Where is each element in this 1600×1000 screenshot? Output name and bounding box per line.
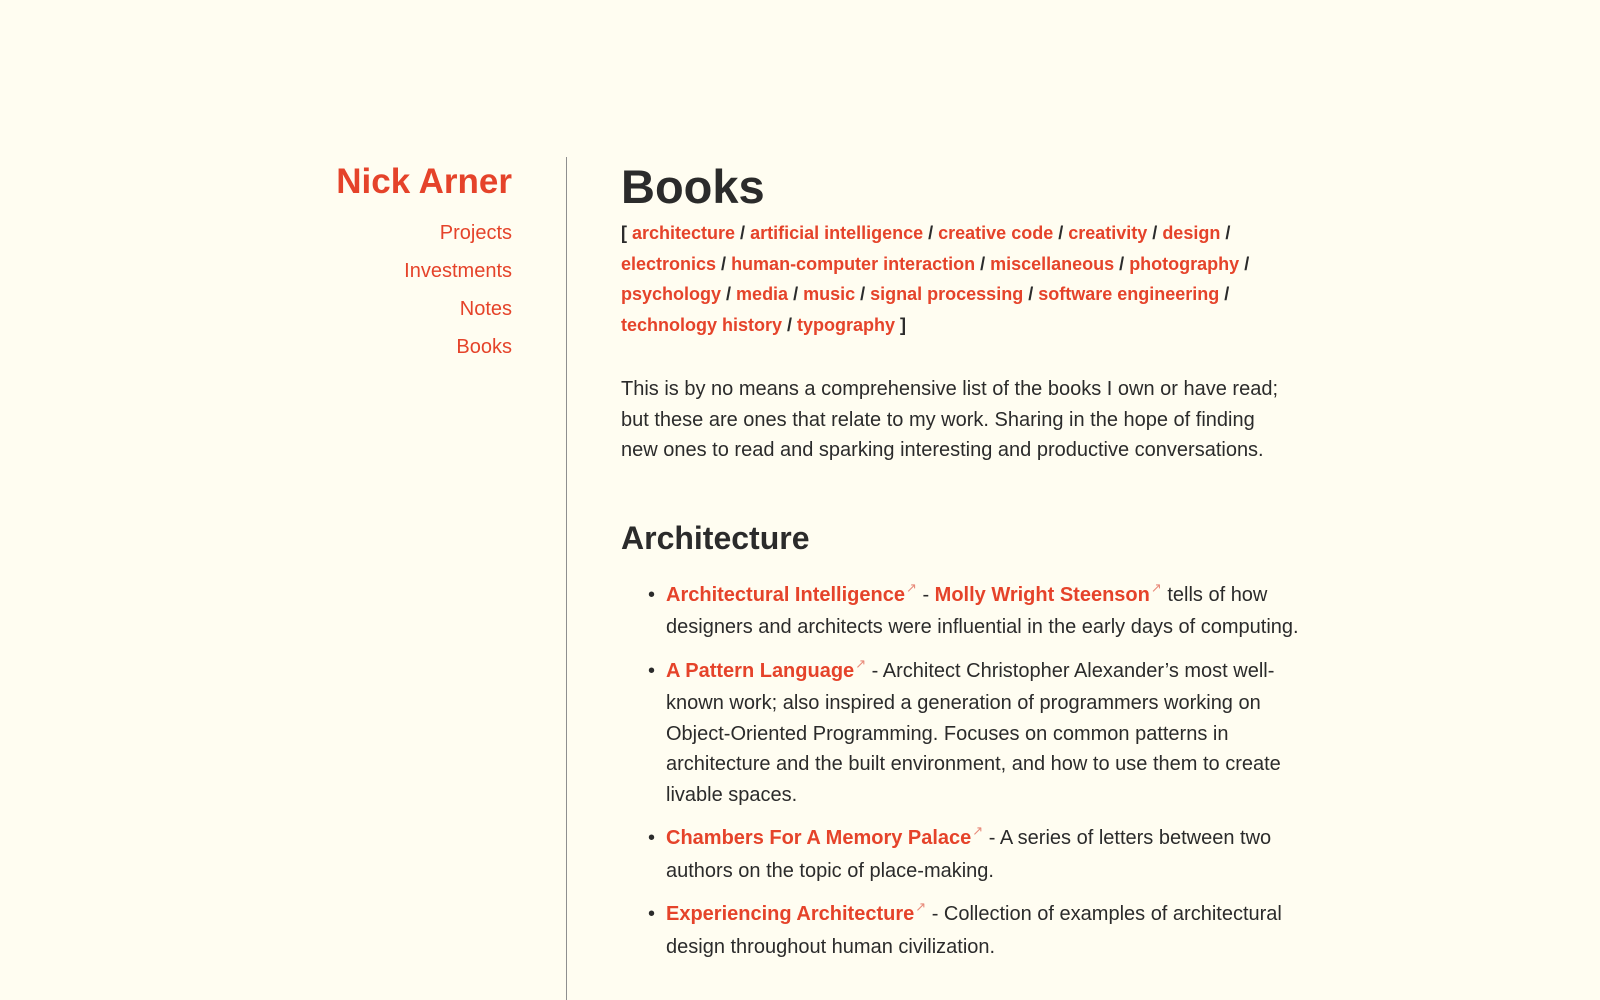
tag-separator: / [735, 223, 751, 243]
page-title: Books [621, 160, 765, 213]
main-nav [0, 214, 512, 366]
bullet: • [648, 659, 656, 682]
tag-separator: / [716, 253, 732, 274]
tag-separator: / [1239, 253, 1250, 274]
tags-close-bracket: ] [895, 314, 907, 335]
main-content [621, 158, 1321, 975]
book-link-chambers-for-a-memory-palace[interactable]: Chambers For A Memory Palace [666, 827, 972, 849]
tags-open-bracket: [ [621, 223, 632, 243]
tag-link-media[interactable]: media [736, 284, 789, 304]
book-description: - Collection of examples of architectural design throughout human civilization. [666, 903, 1282, 958]
tag-separator: / [1147, 223, 1163, 243]
tag-separator: / [788, 284, 804, 304]
tag-link-architecture[interactable]: architecture [632, 223, 736, 243]
tag-separator: / [1219, 284, 1230, 304]
nav-item-investments [0, 252, 512, 290]
book-item [648, 823, 1316, 886]
intro-paragraph: This is by no means a comprehensive list of the books I own or have read; but these are ones that relate to my work. Sharing in the hope of finding new ones to read and sparking interesting and productive conversations. [621, 378, 1279, 461]
tag-link-artificial-intelligence[interactable]: artificial intelligence [750, 223, 924, 243]
site-title-link[interactable]: Nick Arner [336, 162, 512, 201]
external-link-icon: ↗ [1150, 579, 1162, 595]
author-link-molly-wright-steenson[interactable]: Molly Wright Steenson [934, 583, 1150, 606]
tag-link-technology-history[interactable]: technology history [621, 314, 783, 335]
tag-separator: / [855, 284, 871, 304]
book-description: - Architect Christopher Alexander’s most well-known work; also inspired a generation of programmers working on Object-Oriented Programming. Focuses on common patterns in architecture and the built environment, and how to use them to create livable spaces. [666, 659, 1281, 806]
tag-link-miscellaneous[interactable]: miscellaneous [990, 253, 1115, 274]
tag-link-creativity[interactable]: creativity [1068, 223, 1148, 243]
tag-separator: / [782, 314, 798, 335]
bullet: • [648, 583, 656, 606]
section-title-architecture: Architecture [621, 519, 810, 556]
external-link-icon: ↗ [855, 655, 867, 671]
vertical-divider [566, 157, 567, 1000]
tag-separator: / [1114, 253, 1130, 274]
dash-separator: - [922, 583, 935, 606]
sidebar [0, 160, 512, 366]
tag-list [621, 218, 1321, 340]
tag-link-signal-processing[interactable]: signal processing [870, 284, 1024, 304]
tag-link-photography[interactable]: photography [1129, 253, 1240, 274]
tag-link-software-engineering[interactable]: software engineering [1038, 284, 1220, 304]
bullet: • [648, 903, 656, 925]
tag-separator: / [923, 223, 939, 243]
book-list-architecture [621, 580, 1316, 963]
book-description: tells of how designers and architects were influential in the early days of computing. [666, 583, 1299, 638]
tag-separator: / [721, 284, 737, 304]
book-description: - A series of letters between two authors on the topic of place-making. [666, 827, 1272, 882]
book-link-experiencing-architecture[interactable]: Experiencing Architecture [666, 903, 915, 925]
tag-separator: / [1220, 223, 1231, 243]
tag-link-electronics[interactable]: electronics [621, 253, 717, 274]
book-item [648, 899, 1316, 962]
external-link-icon: ↗ [905, 579, 917, 595]
external-link-icon: ↗ [915, 899, 927, 914]
tag-link-creative-code[interactable]: creative code [938, 223, 1054, 243]
tag-separator: / [1023, 284, 1039, 304]
nav-link-notes[interactable]: Notes [459, 298, 512, 320]
nav-item-notes [0, 290, 512, 328]
tag-separator: / [1053, 223, 1069, 243]
bullet: • [648, 827, 656, 849]
tag-link-psychology[interactable]: psychology [621, 284, 722, 304]
book-item [648, 655, 1316, 811]
tag-link-typography[interactable]: typography [797, 314, 896, 335]
nav-item-books [0, 328, 512, 366]
nav-link-investments[interactable]: Investments [404, 260, 512, 282]
tag-link-human-computer-interaction[interactable]: human-computer interaction [731, 253, 976, 274]
book-link-architectural-intelligence[interactable]: Architectural Intelligence [666, 583, 905, 606]
tag-link-design[interactable]: design [1162, 223, 1221, 243]
nav-link-projects[interactable]: Projects [439, 222, 512, 244]
book-link-a-pattern-language[interactable]: A Pattern Language [666, 659, 855, 682]
external-link-icon: ↗ [972, 823, 984, 838]
tag-link-music[interactable]: music [803, 284, 856, 304]
book-item [648, 579, 1316, 643]
nav-item-projects [0, 214, 512, 252]
tag-separator: / [975, 253, 991, 274]
nav-link-books[interactable]: Books [456, 336, 512, 358]
